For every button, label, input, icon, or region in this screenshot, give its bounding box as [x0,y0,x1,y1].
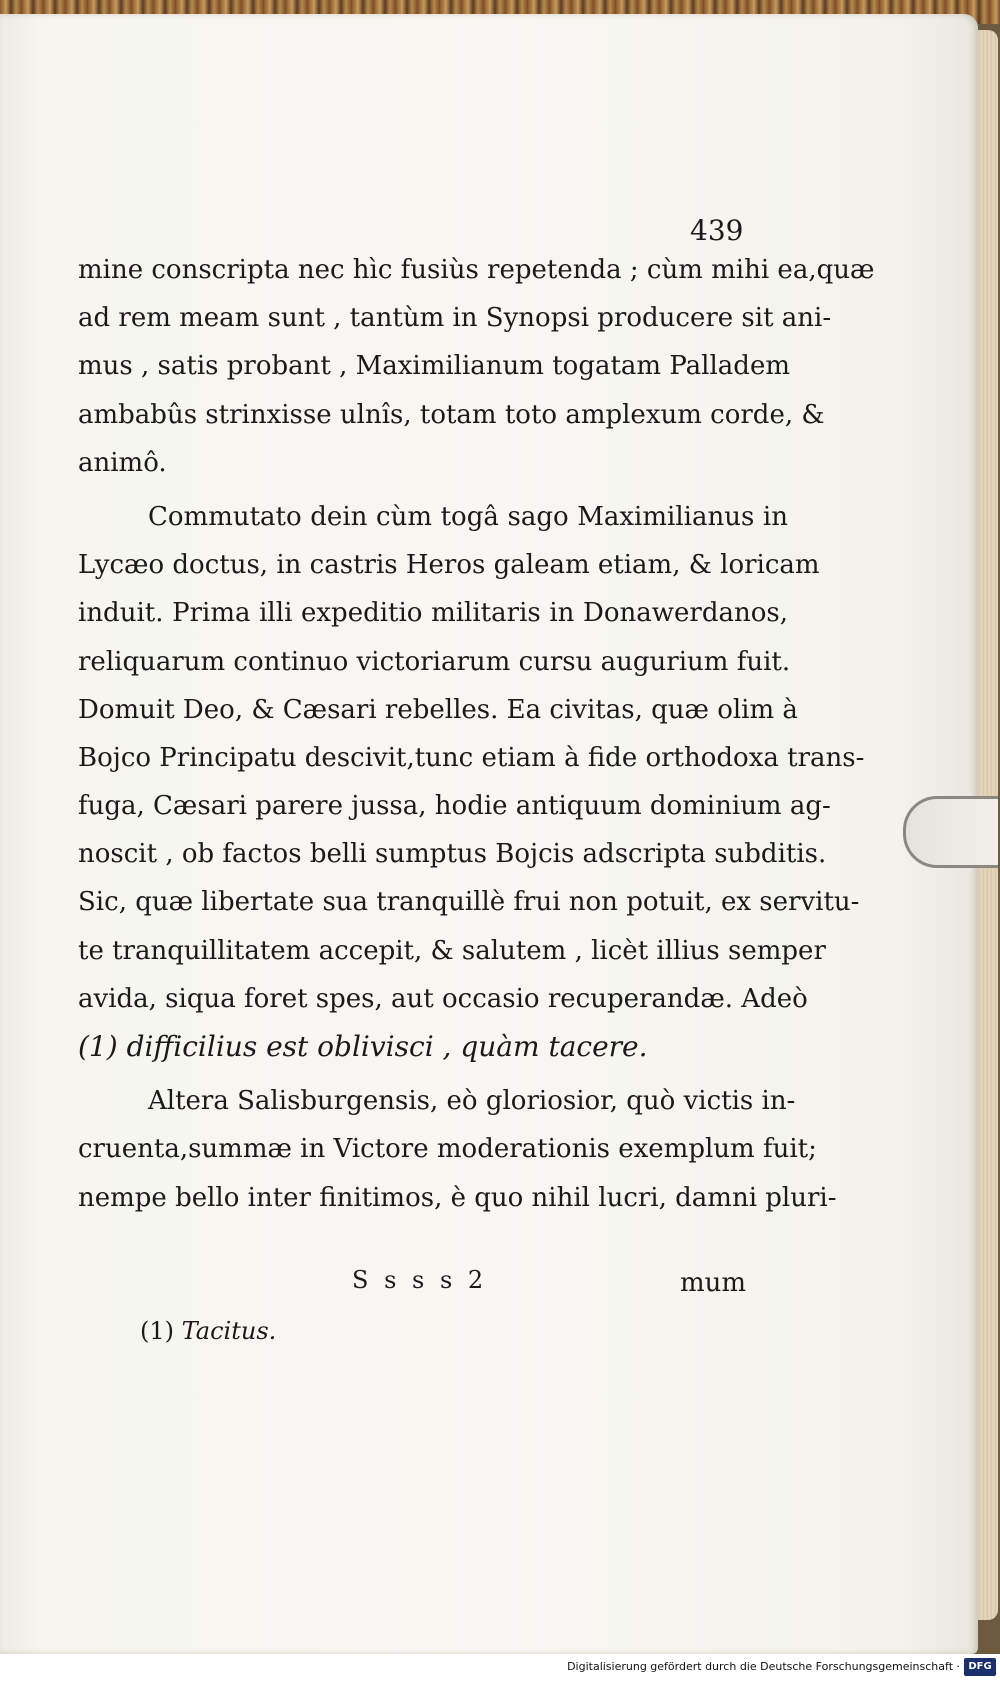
footnote-marker: (1) [140,1317,174,1345]
text-line: fuga, Cæsari parere jussa, hodie antiquum dominium ag- [78,791,831,822]
text-line: induit. Prima illi expeditio militaris in Donawerdanos, [78,598,788,629]
text-line: ad rem meam sunt , tantùm in Synopsi producere sit ani- [78,303,832,334]
book-page [0,14,978,1654]
text-line: cruenta,summæ in Victore moderationis exemplum fuit; [78,1134,817,1165]
text-line: animô. [78,447,167,478]
text-line: Lycæo doctus, in castris Heros galeam etiam, & loricam [78,550,820,581]
text-line: ambabûs strinxisse ulnîs, totam toto amplexum corde, & [78,399,825,430]
text-line: Sic, quæ libertate sua tranquillè frui non potuit, ex servitu- [78,887,860,918]
text-line: noscit , ob factos belli sumptus Bojcis adscripta subditis. [78,839,827,870]
signature-mark: S s s s 2 [352,1266,488,1294]
dfg-logo: DFG [964,1658,996,1676]
text-line: Bojco Principatu descivit,tunc etiam à fide orthodoxa trans- [78,742,865,773]
text-line: te tranquillitatem accepit, & salutem , licèt illius semper [78,935,826,966]
body-text [78,246,875,1222]
text-line: reliquarum continuo victoriarum cursu augurium fuit. [78,646,791,677]
text-line: nempe bello inter finitimos, è quo nihil lucri, damni pluri- [78,1182,837,1213]
text-line: avida, siqua foret spes, aut occasio recuperandæ. Adeò [78,983,808,1014]
footer-bar [0,1654,1000,1683]
text-line: mus , satis probant , Maximilianum togatam Palladem [78,351,790,382]
text-line: Altera Salisburgensis, eò gloriosior, quò victis in- [148,1086,796,1117]
text-line: mine conscripta nec hìc fusiùs repetenda ; cùm mihi ea,quæ [78,255,875,285]
page-number: 439 [690,214,744,247]
text-line: Commutato dein cùm togâ sago Maximilianus in [148,501,788,532]
catchword: mum [680,1268,747,1298]
footer-credit: Digitalisierung gefördert durch die Deutsche Forschungsgemeinschaft · [567,1660,960,1673]
quotation-line: (1) difficilius est oblivisci , quàm tacere. [78,1030,648,1063]
text-line: Domuit Deo, & Cæsari rebelles. Ea civitas, quæ olim à [78,694,798,725]
footnote-text: Tacitus. [181,1317,277,1345]
footnote [140,1317,276,1345]
bookmark-ribbon [903,796,998,868]
